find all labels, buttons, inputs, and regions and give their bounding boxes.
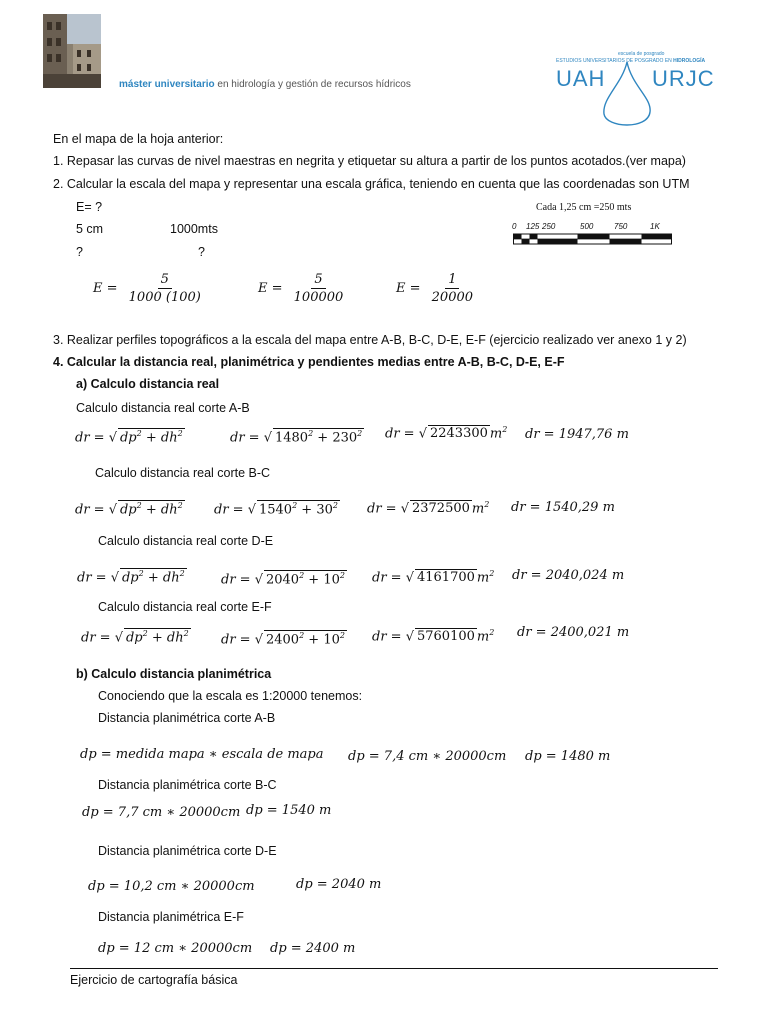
equation-lhs: E = [396,281,421,296]
dp-subst-bc: dp = 7,7 cm ∗ 20000cm [82,805,241,820]
denominator: 100000 [293,290,344,305]
dp-result-ab: dp = 1480 m [525,749,611,764]
logo-school-text: escuela de posgrado [618,51,665,57]
scale-equation-1 [93,272,204,305]
dh-value: 230 [332,430,358,446]
scale-tick: 500 [580,222,594,231]
sum-value: 5760100 [416,629,475,645]
scale-tick: 250 [542,222,556,231]
scale-caption: Cada 1,25 cm =250 mts [536,202,632,213]
scale-equation-2 [258,272,346,305]
dr-subst-de: dr = √ $2040^2 + 10^2$ [221,571,345,588]
real-label-de: Calculo distancia real corte D-E [98,534,274,548]
logo-hydrology-label: HIDROLOGÍA [673,58,706,64]
dr-subst-ab: dr = √ $1480^2 + 230^2$ [230,429,363,446]
scale-tick: 1K [650,222,660,231]
fraction [291,272,347,305]
dh-value: 10 [323,572,340,588]
proportion-row1-b: 1000mts [170,222,218,236]
proportion-row2-b: ? [198,245,205,259]
dp-result-ef: dp = 2400 m [270,941,356,956]
dr-subst-ef: dr = √ $2400^2 + 10^2$ [221,631,345,648]
logo-studies-label: ESTUDIOS UNIVERSITARIOS DE POSGRADO EN [556,58,672,64]
scale-tick: 750 [614,222,628,231]
sum-value: 4161700 [416,570,475,586]
dr-result-ef: dr = 2400,021 m [517,625,630,640]
proportion-row1-a: 5 cm [76,222,104,236]
numerator: 5 [311,272,325,289]
dr-sum-ab: dr = √ 2243300 $m^2$ [385,425,508,442]
dr-sum-ef: dr = √ 5760100 $m^2$ [372,628,495,645]
logo-uah: UAH [556,66,606,91]
scale-tick: 0 [512,222,517,231]
real-label-bc: Calculo distancia real corte B-C [95,466,271,480]
fraction [126,272,204,305]
dr-result-bc: dr = 1540,29 m [511,500,615,515]
proportion-row2-a: ? [76,245,83,259]
logo-urjc: URJC [652,66,715,91]
item-3: 3. Realizar perfiles topográficos a la escala del mapa entre A-B, B-C, D-E, E-F (ejercicio realizado ver anexo 1 y 2) [53,333,687,347]
plan-intro: Conociendo que la escala es 1:20000 tenemos: [98,689,363,703]
dp-formula-general: dp = medida mapa ∗ escala de mapa [80,747,324,762]
dp-result-de: dp = 2040 m [296,877,382,892]
dr-result-ab: dr = 1947,76 m [525,427,629,442]
scale-equation-3 [396,272,476,305]
graphic-scale-bar [513,232,673,246]
plan-label-ab: Distancia planimétrica corte A-B [98,711,276,725]
dp-subst-de: dp = 10,2 cm ∗ 20000cm [88,879,255,894]
dr-formula-ef: dr = √ $dp^2 + dh^2$ [81,629,189,646]
dp-result-bc: dp = 1540 m [246,803,332,818]
section-a-heading: a) Calculo distancia real [76,377,220,391]
equation-lhs: E = [258,281,283,296]
dp-value: 2040 [265,572,300,588]
plan-label-de: Distancia planimétrica corte D-E [98,844,277,858]
program-title-rest: en hidrología y gestión de recursos hídricos [214,79,411,90]
item-4: 4. Calcular la distancia real, planimétrica y pendientes medias entre A-B, B-C, D-E, E-F [53,355,565,369]
fraction [429,272,476,305]
dr-result-de: dr = 2040,024 m [512,568,625,583]
sum-value: 2243300 [429,426,488,442]
program-title-bold: máster universitario [119,79,215,90]
dp-value: 2400 [265,632,300,648]
denominator: 1000 (100) [128,290,201,305]
real-label-ab: Calculo distancia real corte A-B [76,401,250,415]
dr-formula-bc: dr = √ $dp^2 + dh^2$ [75,501,183,518]
building-photo [43,14,101,88]
dh-value: 30 [316,502,333,518]
dp-subst-ab: dp = 7,4 cm ∗ 20000cm [348,749,507,764]
real-label-ef: Calculo distancia real corte E-F [98,600,272,614]
plan-label-bc: Distancia planimétrica corte B-C [98,778,277,792]
denominator: 20000 [431,290,474,305]
dp-subst-ef: dp = 12 cm ∗ 20000cm [98,941,253,956]
dr-formula-de: dr = √ $dp^2 + dh^2$ [77,569,185,586]
intro-text: En el mapa de la hoja anterior: [53,132,224,146]
dr-subst-bc: dr = √ $1540^2 + 30^2$ [214,501,338,518]
program-title [119,79,411,90]
numerator: 1 [445,272,459,289]
dr-sum-de: dr = √ 4161700 $m^2$ [372,569,495,586]
item-1: 1. Repasar las curvas de nivel maestras en negrita y etiquetar su altura a partir de los puntos acotados.(ver mapa) [53,154,686,168]
dp-value: 1480 [274,430,309,446]
scale-question: E= ? [76,200,103,214]
dr-sum-bc: dr = √ 2372500 $m^2$ [367,500,490,517]
dr-formula-ab: dr = √ $dp^2 + dh^2$ [75,429,183,446]
dh-value: 10 [323,632,340,648]
sum-value: 2372500 [411,501,470,517]
dp-value: 1540 [258,502,293,518]
scale-tick: 125 [526,222,540,231]
footer-text: Ejercicio de cartografía básica [70,973,238,987]
item-2: 2. Calcular la escala del mapa y representar una escala gráfica, teniendo en cuenta que las coordenadas son UTM [53,177,690,191]
section-b-heading: b) Calculo distancia planimétrica [76,667,272,681]
water-drop-logo-icon [596,60,658,134]
plan-label-ef: Distancia planimétrica E-F [98,910,244,924]
footer-divider [70,968,718,969]
numerator: 5 [158,272,172,289]
equation-lhs: E = [93,281,118,296]
